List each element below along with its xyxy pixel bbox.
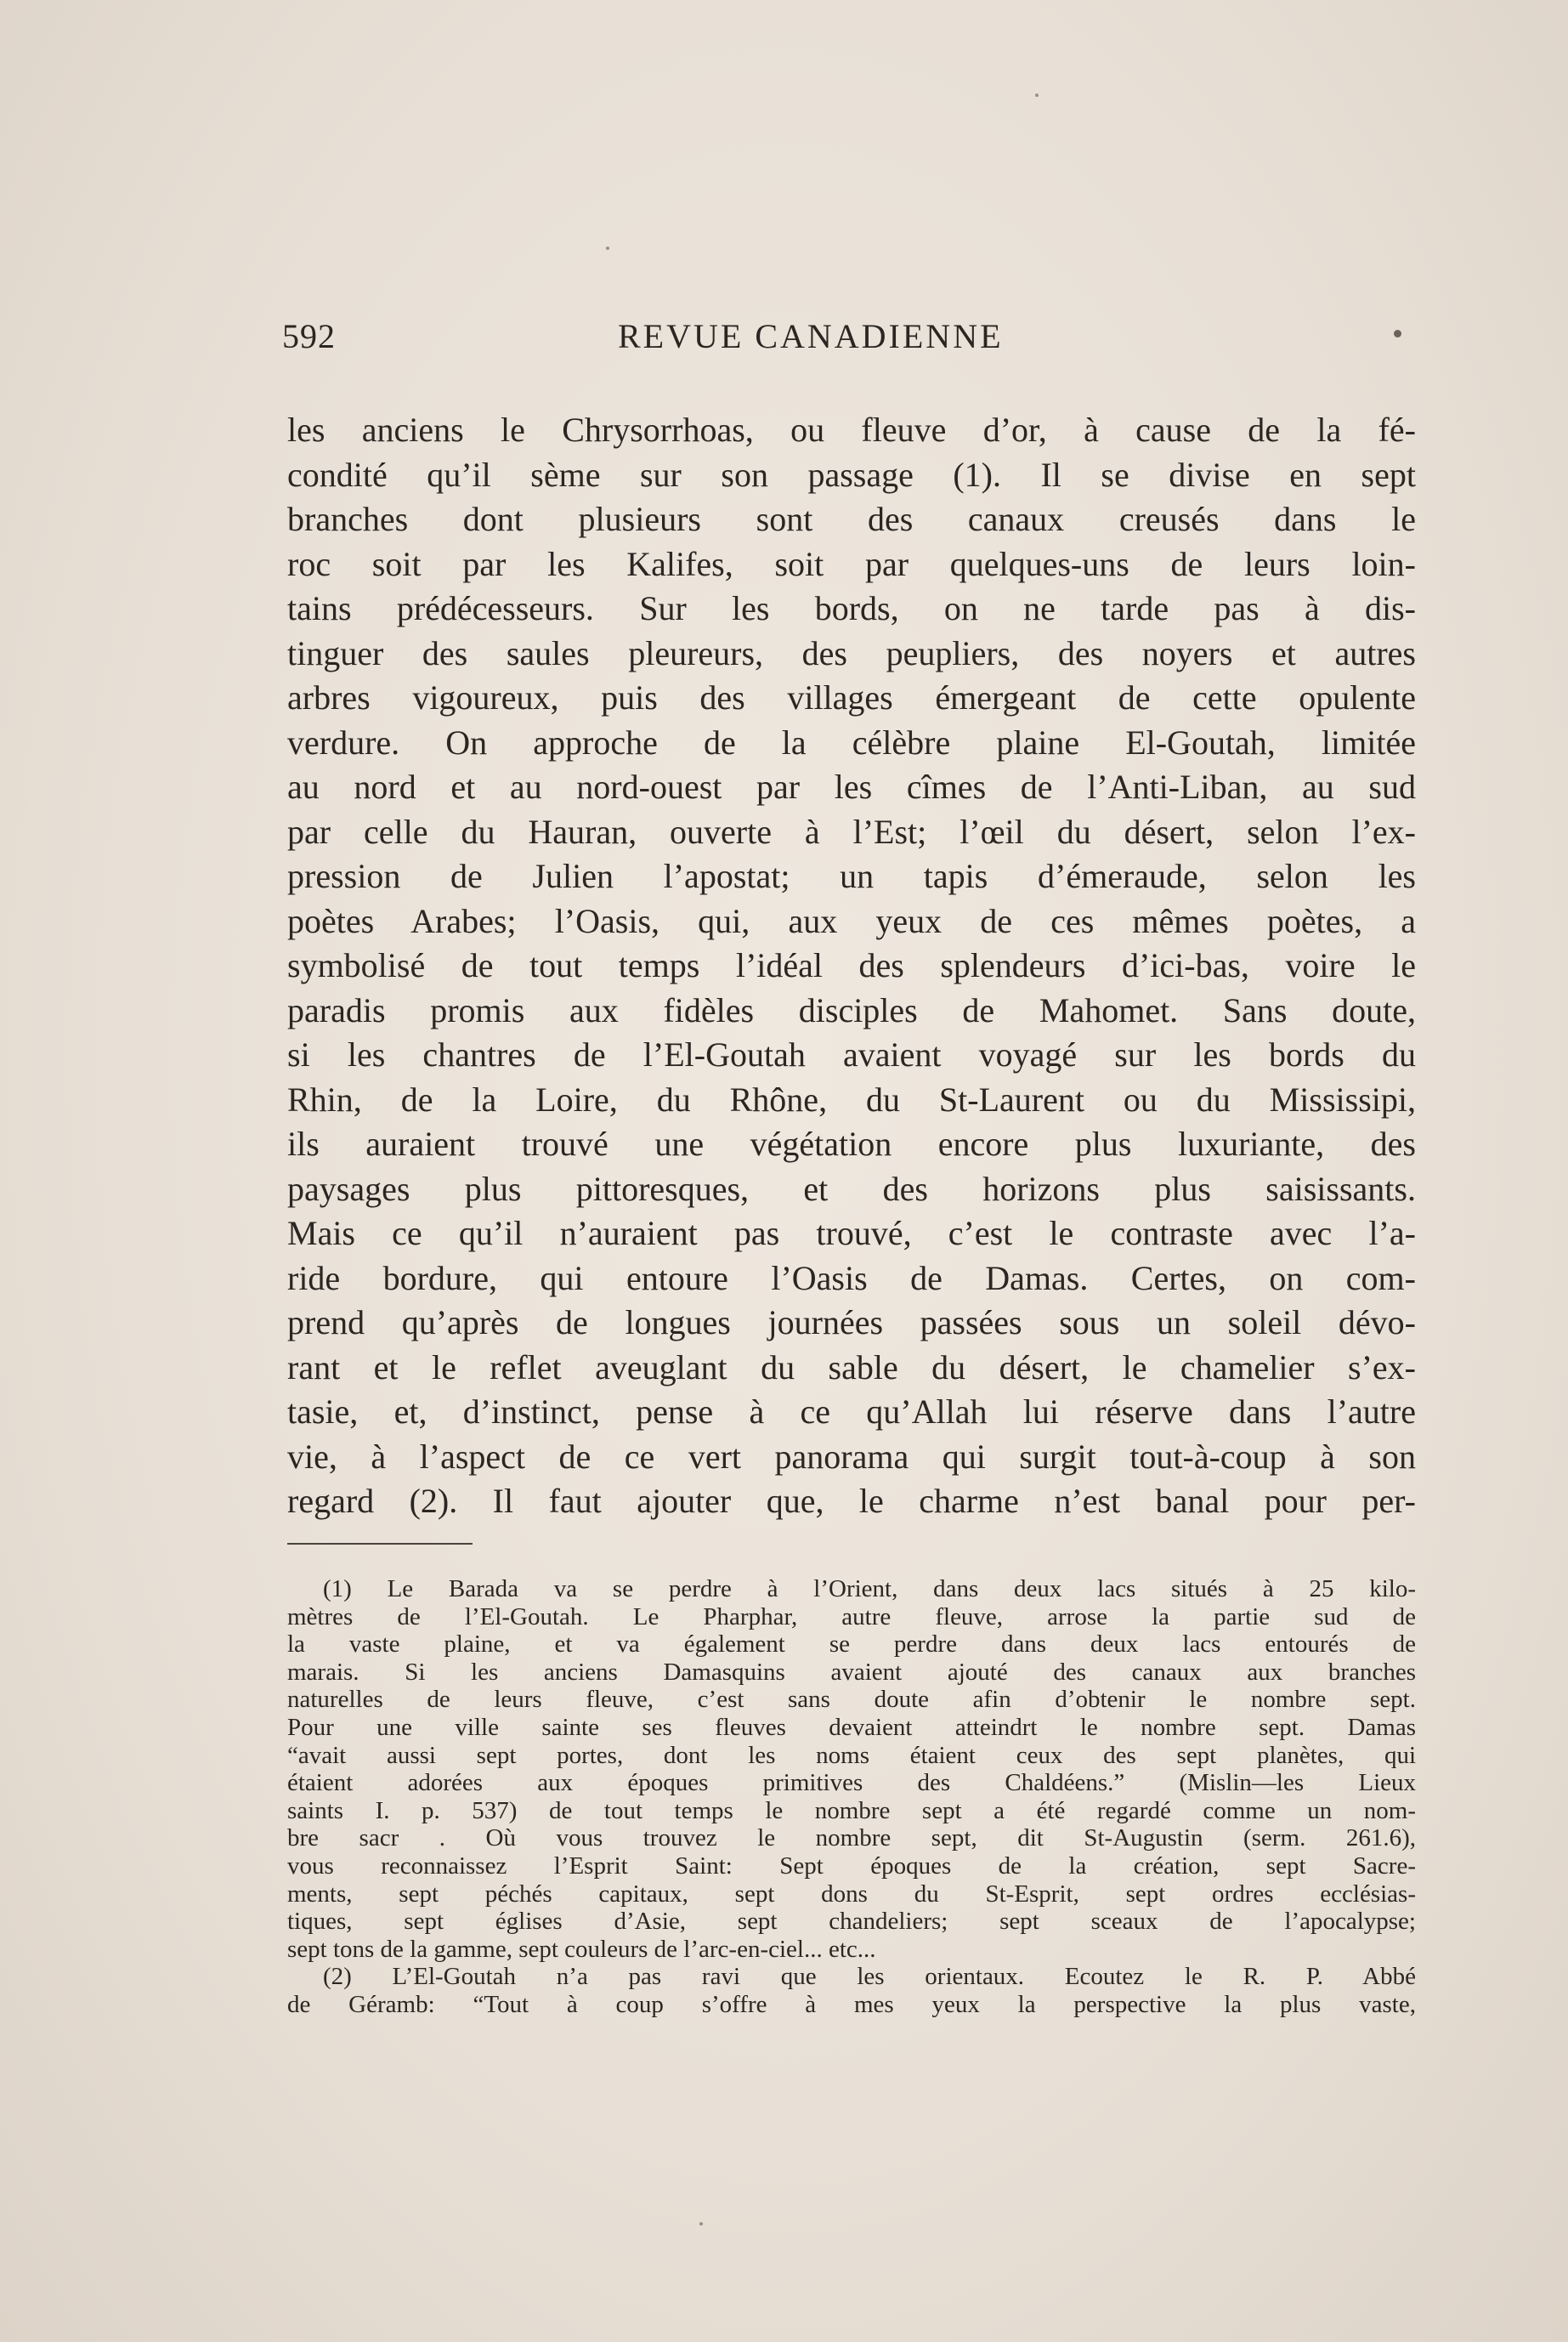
body-text <box>287 408 1416 1524</box>
body-line: ils auraient trouvé une végétation encore plus luxuriante, des <box>287 1125 1416 1163</box>
paper-speck <box>699 2222 703 2226</box>
body-line: branches dont plusieurs sont des canaux creusés dans le <box>287 500 1416 538</box>
footnote-line: bre sacr . Où vous trouvez le nombre sept, dit St-Augustin (serm. 261.6), <box>287 1824 1416 1852</box>
paper-speck <box>606 247 609 250</box>
body-line: si les chantres de l’El-Goutah avaient voyagé sur les bords du <box>287 1035 1416 1074</box>
bullet-mark <box>1394 330 1401 337</box>
body-line: les anciens le Chrysorrhoas, ou fleuve d’or, à cause de la fé- <box>287 411 1416 449</box>
body-line: roc soit par les Kalifes, soit par quelques-uns de leurs loin- <box>287 544 1416 583</box>
footnote-line: saints I. p. 537) de tout temps le nombre sept a été regardé comme un nom- <box>287 1796 1416 1824</box>
footnote-line: tiques, sept églises d’Asie, sept chandeliers; sept sceaux de l’apocalypse; <box>287 1908 1416 1936</box>
body-line: par celle du Hauran, ouverte à l’Est; l’œil du désert, selon l’ex- <box>287 812 1416 851</box>
body-line: symbolisé de tout temps l’idéal des splendeurs d’ici-bas, voire le <box>287 946 1416 984</box>
footnote-line: (2) L’El-Goutah n’a pas ravi que les orientaux. Ecoutez le R. P. Abbé <box>323 1963 1416 1991</box>
footnote-line: “avait aussi sept portes, dont les noms étaient ceux des sept planètes, qui <box>287 1741 1416 1769</box>
body-line: au nord et au nord-ouest par les cîmes de l’Anti-Liban, au sud <box>287 768 1416 806</box>
body-line: tains prédécesseurs. Sur les bords, on ne tarde pas à dis- <box>287 589 1416 627</box>
footnote-line: mètres de l’El-Goutah. Le Pharphar, autre fleuve, arrose la partie sud de <box>287 1602 1416 1630</box>
body-line: Mais ce qu’il n’auraient pas trouvé, c’est le contraste avec l’a- <box>287 1214 1416 1252</box>
footnote-line: Pour une ville sainte ses fleuves devaient atteindrt le nombre sept. Damas <box>287 1713 1416 1741</box>
footnote-rule <box>287 1543 473 1545</box>
footnote-line: la vaste plaine, et va également se perdre dans deux lacs entourés de <box>287 1630 1416 1659</box>
footnote-line: étaient adorées aux époques primitives des Chaldéens.” (Mislin—les Lieux <box>287 1769 1416 1797</box>
body-line: arbres vigoureux, puis des villages émergeant de cette opulente <box>287 678 1416 717</box>
body-line: pression de Julien l’apostat; un tapis d’émeraude, selon les <box>287 857 1416 895</box>
body-line: ride bordure, qui entoure l’Oasis de Damas. Certes, on com- <box>287 1258 1416 1297</box>
body-line: tasie, et, d’instinct, pense à ce qu’Allah lui réserve dans l’autre <box>287 1392 1416 1431</box>
footnote-line: sept tons de la gamme, sept couleurs de l’arc-en-ciel... etc... <box>287 1935 876 1963</box>
body-line: rant et le reflet aveuglant du sable du désert, le chamelier s’ex- <box>287 1347 1416 1386</box>
footnote-line: (1) Le Barada va se perdre à l’Orient, dans deux lacs situés à 25 kilo- <box>323 1575 1416 1602</box>
page-number: 592 <box>282 317 336 355</box>
body-line: paysages plus pittoresques, et des horizons plus saisissants. <box>287 1169 1416 1208</box>
body-line: tinguer des saules pleureurs, des peupliers, des noyers et autres <box>287 633 1416 672</box>
body-line: poètes Arabes; l’Oasis, qui, aux yeux de ces mêmes poètes, a <box>287 901 1416 940</box>
footnotes <box>287 1575 1416 2019</box>
body-line: vie, à l’aspect de ce vert panorama qui surgit tout-à-coup à son <box>287 1437 1416 1476</box>
paper-speck <box>1035 94 1039 97</box>
footnote-line: vous reconnaissez l’Esprit Saint: Sept époques de la création, sept Sacre- <box>287 1851 1416 1880</box>
footnote-line: marais. Si les anciens Damasquins avaient ajouté des canaux aux branches <box>287 1658 1416 1686</box>
body-line: Rhin, de la Loire, du Rhône, du St-Laurent ou du Mississipi, <box>287 1080 1416 1119</box>
body-line: condité qu’il sème sur son passage (1). Il se divise en sept <box>287 455 1416 494</box>
footnote-line: naturelles de leurs fleuve, c’est sans doute afin d’obtenir le nombre sept. <box>287 1686 1416 1714</box>
running-title: REVUE CANADIENNE <box>618 317 1004 355</box>
body-line: paradis promis aux fidèles disciples de Mahomet. Sans doute, <box>287 990 1416 1029</box>
footnote-line: de Géramb: “Tout à coup s’offre à mes yeux la perspective la plus vaste, <box>287 1990 1416 2018</box>
footnote-line: ments, sept péchés capitaux, sept dons du St-Esprit, sept ordres ecclésias- <box>287 1880 1416 1908</box>
body-line: regard (2). Il faut ajouter que, le charme n’est banal pour per- <box>287 1482 1416 1520</box>
page-header <box>282 316 1404 359</box>
body-line: verdure. On approche de la célèbre plaine El-Goutah, limitée <box>287 723 1416 762</box>
body-line: prend qu’après de longues journées passées sous un soleil dévo- <box>287 1303 1416 1341</box>
